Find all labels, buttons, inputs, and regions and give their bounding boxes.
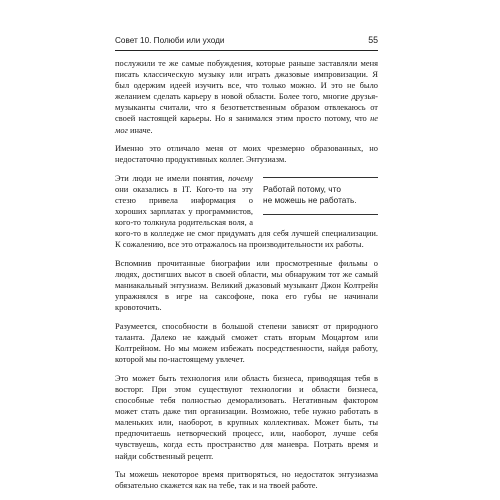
pull-quote-line-1: Работай потому, что	[263, 183, 341, 194]
paragraph-1: послужили те же самые побуждения, которые раньше заставляли меня писать классическую музыку или играть джазовые импровизации. Я был одержим идеей изучить все, что только можно. И это не было желанием сделать карьеру в новой области. Более того, многие друзья-музыканты считали, что я безответственным образом отвлекаюсь от своей настоящей карьеры. Но я занимался этим просто потому, что не мог иначе.	[115, 58, 378, 135]
paragraph-5: Разумеется, способности в большой степени зависят от природного таланта. Далеко не каждый сможет стать вторым Моцартом или Колтрейном. Но мы можем избежать посредственности, найдя работу, которой мы по-настоящему увлечет.	[115, 320, 378, 365]
running-header	[115, 34, 378, 51]
chapter-title: Совет 10. Полюби или уходи	[115, 36, 225, 45]
pull-quote	[263, 177, 378, 215]
book-page	[115, 34, 378, 491]
emphasis: почему	[228, 172, 253, 183]
paragraph-7: Ты можешь некоторое время притворяться, но недостаток энтузиазма обязательно скажется как на тебе, так и на твоей работе.	[115, 469, 378, 491]
paragraph-4: Вспомнив прочитанные биографии или просмотренные фильмы о людях, достигших высот в своей области, мы обнаружим тот же самый маниакальный энтузиазм. Великий джазовый музыкант Джон Колтрейн упражнялся в игре на саксофоне, пока его губы не начинали кровоточить.	[115, 258, 378, 313]
pull-quote-line-2: не можешь не работать.	[263, 195, 357, 206]
paragraph-2: Именно это отличало меня от моих чрезмерно образованных, но недостаточно продуктивных коллег. Энтузиазм.	[115, 143, 378, 165]
paragraph-6: Это может быть технология или область бизнеса, приводящая тебя в восторг. При этом существуют технологии и области бизнеса, способные тебя полностью деморализовать. Негативным фактором может стать даже тип организации. Возможно, тебе нужно работать в маленьких или, наоборот, в крупных коллективах. Может быть, ты предпочитаешь нетворческий процесс, или, наоборот, лучше себя чувствуешь, когда есть пространство для маневра. Потрать время и найди собственный рецепт.	[115, 372, 378, 461]
page-number: 55	[368, 35, 378, 45]
page-body	[115, 58, 378, 499]
emphasis: не мог	[115, 113, 378, 135]
paragraph-3: Эти люди не имели понятия, почему Работай потому, что не можешь не работать. они оказались в IT. Кого-то на эту стезю привела информация о хороших зарплатах у программистов, кого-то толкнула родительская воля, а кого-то в колледже не смог придумать для себя лучшей специализации. К сожалению, все это отражалось на производительности их работы.	[115, 172, 378, 250]
